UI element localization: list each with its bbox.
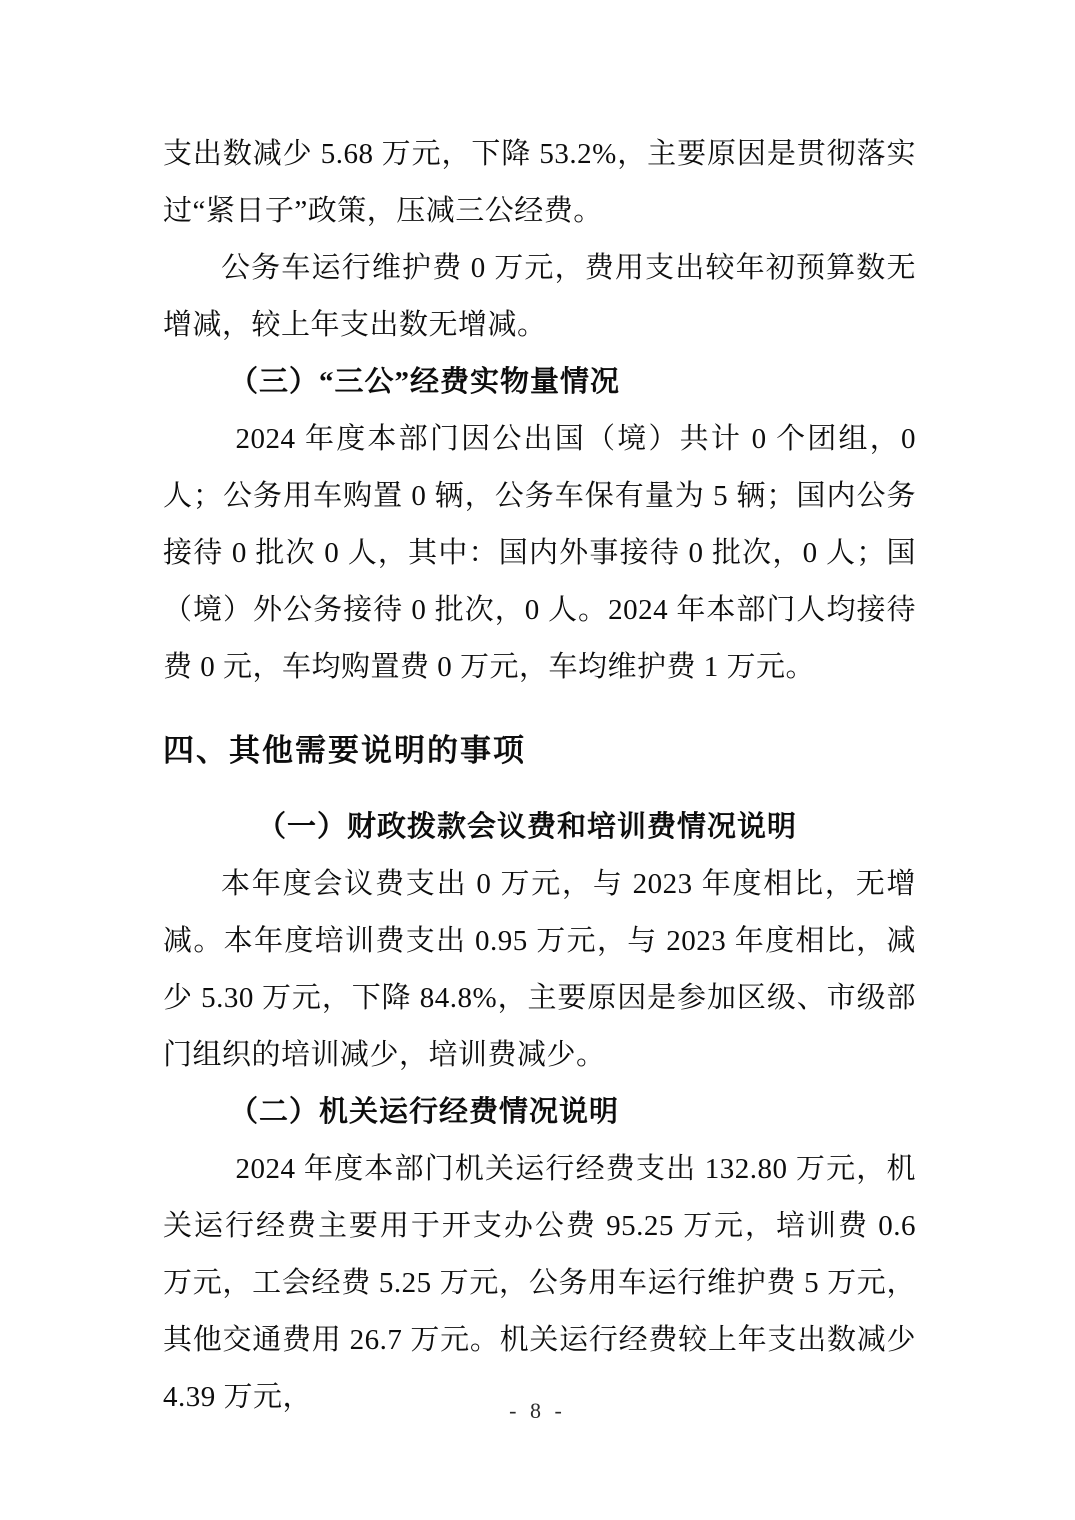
section-heading-operating-expenses: （二）机关运行经费情况说明 <box>229 1096 620 1128</box>
paragraph-operating-expenses-details: 2024 年度本部门机关运行经费支出 132.80 万元，机关运行经费主要用于开支办公费 95.25 万元，培训费 0.6 万元，工会经费 5.25 万元，公务用车运行维护费 5 万元，其他交通费用 26.7 万元。机关运行经费较上年支出数减少 4.39 万元， <box>163 1153 916 1413</box>
section-heading-other-matters: 四、其他需要说明的事项 <box>163 733 526 768</box>
document-content <box>163 126 916 1426</box>
paragraph-expense-decrease: 支出数减少 5.68 万元，下降 53.2%，主要原因是贯彻落实过“紧日子”政策，压减三公经费。 <box>163 138 916 227</box>
paragraph-meeting-training-details: 本年度会议费支出 0 万元，与 2023 年度相比，无增减。本年度培训费支出 0.95 万元，与 2023 年度相比，减少 5.30 万元，下降 84.8%，主要原因是参加区级、市级部门组织的培训减少，培训费减少。 <box>163 868 916 1071</box>
paragraph-vehicle-maintenance: 公务车运行维护费 0 万元，费用支出较年初预算数无增减，较上年支出数无增减。 <box>163 252 916 341</box>
paragraph-physical-quantity-details: 2024 年度本部门因公出国（境）共计 0 个团组，0 人；公务用车购置 0 辆，公务车保有量为 5 辆；国内公务接待 0 批次 0 人，其中：国内外事接待 0 批次，0 人；国（境）外公务接待 0 批次，0 人。2024 年本部门人均接待费 0 元，车均购置费 0 万元，车均维护费 1 万元。 <box>163 423 916 683</box>
page-number: - 8 - <box>509 1398 566 1423</box>
section-heading-three-public-expense-quantity: （三）“三公”经费实物量情况 <box>229 366 621 398</box>
section-heading-meeting-training-fees: （一）财政拨款会议费和培训费情况说明 <box>257 811 798 843</box>
